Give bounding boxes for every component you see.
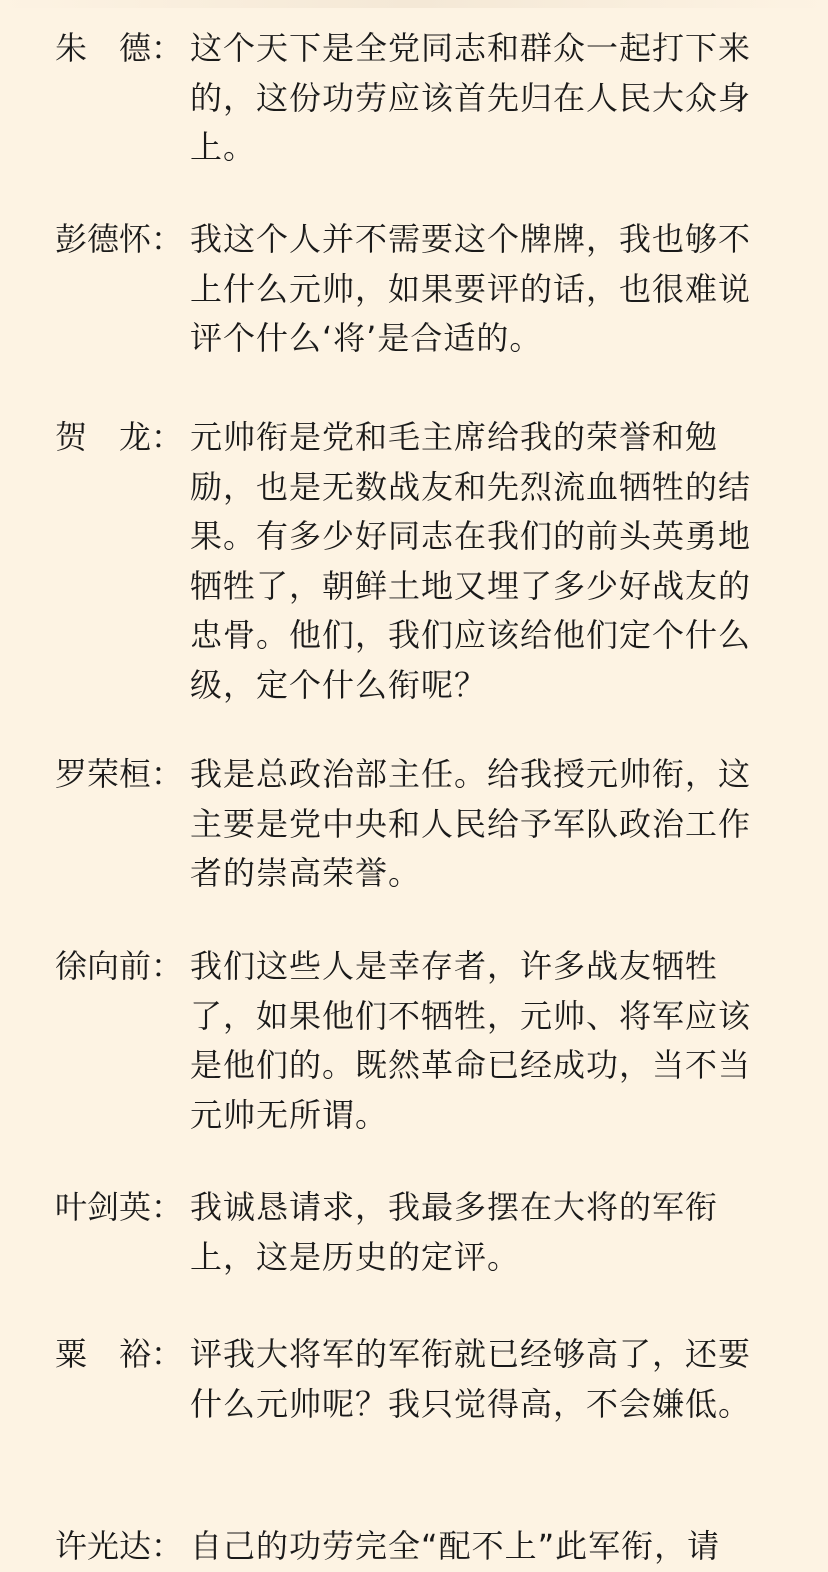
speaker-name: 许光达： xyxy=(55,1527,184,1565)
top-edge-shadow xyxy=(0,0,828,8)
quote-text: 元帅衔是党和毛主席给我的荣誉和勉励，也是无数战友和先烈流血牺牲的结果。有多少好同志在我们的前头英勇地牺牲了，朝鲜土地又埋了多少好战友的忠骨。他们，我们应该给他们定个什么级，定个什么衔呢？ xyxy=(190,418,752,704)
speaker-name: 徐向前： xyxy=(55,947,184,985)
speaker-name: 罗荣桓： xyxy=(55,755,184,793)
quote-text: 我诚恳请求，我最多摆在大将的军衔上，这是历史的定评。 xyxy=(190,1188,719,1276)
quote-text: 这个天下是全党同志和群众一起打下来的，这份功劳应该首先归在人民大众身上。 xyxy=(190,29,752,166)
speaker-name: 朱 德： xyxy=(55,29,184,67)
quote-text: 我们这些人是幸存者，许多战友牺牲了，如果他们不牺牲，元帅、将军应该是他们的。既然革命已经成功，当不当元帅无所谓。 xyxy=(190,947,752,1134)
speaker-name: 贺 龙： xyxy=(55,418,184,456)
quote-text: 我这个人并不需要这个牌牌，我也够不上什么元帅，如果要评的话，也很难说评个什么‘将’是合适的。 xyxy=(190,220,752,357)
speaker-name: 叶剑英： xyxy=(55,1188,184,1226)
speaker-name: 彭德怀： xyxy=(55,220,184,258)
quote-text: 自己的功劳完全“配不上”此军衔，请 xyxy=(190,1527,721,1565)
quote-text: 评我大将军的军衔就已经够高了，还要什么元帅呢？我只觉得高，不会嫌低。 xyxy=(190,1335,752,1423)
speaker-name: 粟 裕： xyxy=(55,1335,184,1373)
quote-text: 我是总政治部主任。给我授元帅衔，这主要是党中央和人民给予军队政治工作者的崇高荣誉。 xyxy=(190,755,752,892)
